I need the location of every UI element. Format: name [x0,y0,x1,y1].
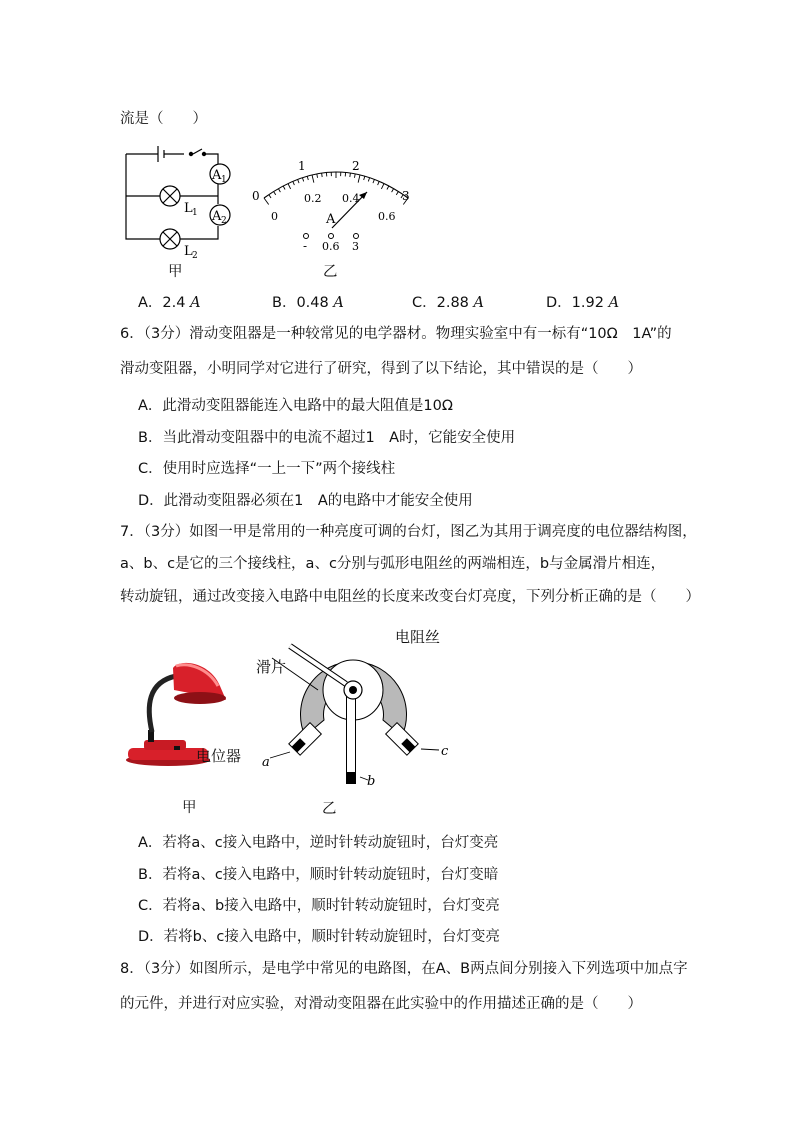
dial-lower-0.4: 0.4 [342,192,360,205]
dial-tick [354,174,355,178]
question-6-stem-line1: 6．（3分）滑动变阻器是一种较常见的电学器材。物理实验室中有一标有“10Ω 1A”的 [120,326,672,342]
dial-tick [298,179,299,183]
dial-tick [364,176,365,180]
q6-option-c: C．使用时应选择“一上一下”两个接线柱 [138,461,396,477]
dial-tick [288,184,291,189]
dial-tick [307,176,308,180]
dial-tick [368,178,369,182]
q6-option-b: B．当此滑动变阻器中的电流不超过1 A时，它能安全使用 [138,430,516,446]
dial-upper-2: 2 [352,159,360,173]
dial-upper-0: 0 [252,189,260,203]
terminal-3: 3 [352,240,359,253]
terminal-0.6: 0.6 [322,240,340,253]
figure-caption-yi-2: 乙 [322,801,337,817]
circuit-diagram [118,140,248,280]
figure-caption-jia: 甲 [168,264,183,280]
dial-tick [373,179,374,183]
potentiometer-callout-label: 电位器 [196,747,242,765]
dial-tick [264,198,269,204]
dial-unit: A [326,212,336,227]
q5-option-c: C．2.88 A [412,295,485,311]
q7-option-b: B．若将a、c接入电路中，顺时针转动旋钮时，台灯变暗 [138,867,499,883]
dial-tick [392,189,394,192]
dial-tick [283,186,285,190]
terminal-negative: - [303,239,308,253]
dial-tick [278,189,280,192]
dial-tick [358,175,360,183]
lamp-l1-label: L [184,201,193,216]
terminal-a-label: a [262,755,270,770]
dial-tick [317,174,318,178]
dial-tick [322,173,323,177]
question-7-stem-line2: a、b、c是它的三个接线柱，a、c分别与弧形电阻丝的两端相连，b与金属滑片相连， [120,556,666,572]
dial-lower-0.6: 0.6 [378,210,396,223]
q6-option-d: D．此滑动变阻器必须在1 A的电路中才能安全使用 [138,493,473,509]
dial-tick [387,186,389,190]
slider-label: 滑片 [256,658,287,676]
terminal-b-label: b [367,774,376,789]
dial-tick [293,181,295,185]
question-6-stem-line2: 滑动变阻器，小明同学对它进行了研究，得到了以下结论，其中错误的是（ ） [120,361,642,377]
lamp-l2-label: L [184,244,193,259]
q7-option-d: D．若将b、c接入电路中，顺时针转动旋钮时，台灯变亮 [138,929,500,945]
q5-option-b: B．0.48 A [272,295,344,311]
dial-tick [350,173,351,177]
svg-text:1: 1 [192,208,198,218]
dial-lower-0.2: 0.2 [304,192,322,205]
dial-tick [269,195,271,198]
q7-option-c: C．若将a、b接入电路中，顺时针转动旋钮时，台灯变亮 [138,898,500,914]
dial-upper-3: 3 [402,189,410,203]
dial-tick [312,175,314,183]
figure-caption-yi: 乙 [323,264,338,280]
q5-option-d: D．1.92 A [546,295,620,311]
svg-text:1: 1 [221,175,227,185]
figure-caption-jia-2: 甲 [182,800,197,816]
potentiometer-structure-diagram [250,622,460,797]
ammeter-a2-label: A [212,209,222,224]
q5-option-a: A．2.4 A [138,295,201,311]
dial-tick [274,192,276,195]
question-7-stem-line1: 7．（3分）如图一甲是常用的一种亮度可调的台灯，图乙为其用于调亮度的电位器结构图， [120,524,697,540]
resistance-wire-label: 电阻丝 [395,628,441,646]
svg-text:2: 2 [221,216,227,226]
terminal-c-label: c [441,744,449,759]
dial-tick [381,184,384,189]
dial-upper-1: 1 [298,159,306,173]
dial-tick [302,178,303,182]
question-5-tail: 流是（ ） [120,111,207,127]
dial-tick [378,181,380,185]
dial-tick [396,192,398,195]
question-8-stem-line1: 8．（3分）如图所示，是电学中常见的电路图，在A、B两点间分别接入下列选项中加点字 [120,961,688,977]
q7-option-a: A．若将a、c接入电路中，逆时针转动旋钮时，台灯变亮 [138,835,499,851]
dial-lower-0: 0 [271,210,278,223]
ammeter-a1-label: A [212,168,222,183]
question-7-stem-line3: 转动旋钮，通过改变接入电路中电阻丝的长度来改变台灯亮度，下列分析正确的是（ ） [120,589,700,605]
svg-text:2: 2 [192,251,198,261]
question-8-stem-line2: 的元件，并进行对应实验，对滑动变阻器在此实验中的作用描述正确的是（ ） [120,996,642,1012]
q6-option-a: A．此滑动变阻器能连入电路中的最大阻值是10Ω [138,398,453,414]
